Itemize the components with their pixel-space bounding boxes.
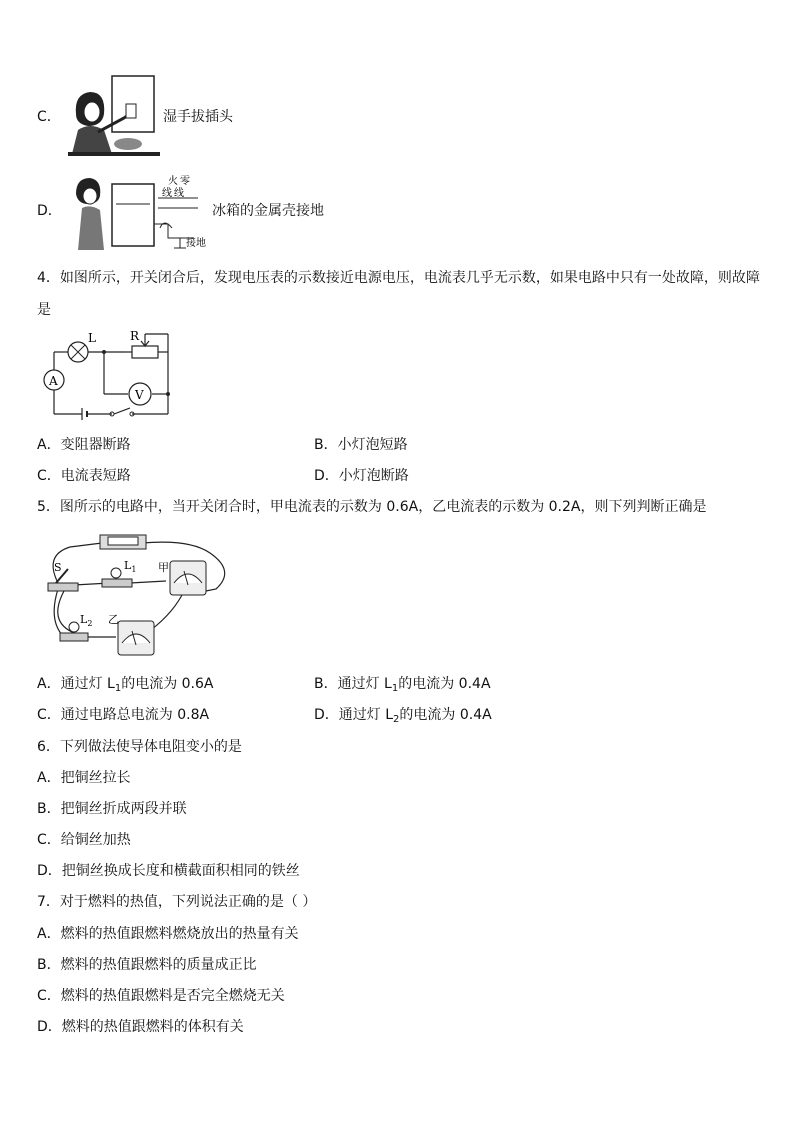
q5-circuit-photo: [40, 525, 232, 661]
fig-label-line2: 线: [174, 188, 184, 199]
resistor-label: R: [130, 329, 140, 343]
fig-label-ground: 接地: [186, 238, 206, 249]
switch-label: S: [54, 561, 62, 574]
q3-option-c-label: C．: [37, 109, 61, 125]
q4-circuit-diagram: [40, 328, 172, 416]
q3-option-c-text: 湿手拔插头: [163, 109, 233, 125]
fig-label-line1: 线: [162, 188, 172, 199]
q5-option-c: C．通过电路总电流为 0.8A: [37, 707, 210, 723]
q4-option-a: A．变阻器断路: [37, 437, 131, 453]
q7-option-c: C．燃料的热值跟燃料是否完全燃烧无关: [37, 988, 285, 1004]
q5-option-b: B．通过灯 $L_1$的电流为 0.4A: [314, 676, 491, 694]
q4-option-d: D．小灯泡断路: [314, 468, 409, 484]
wet-hand-plug-illustration: [68, 74, 160, 156]
l1-label: $L_1$: [124, 559, 137, 574]
q6-option-d: D．把铜丝换成长度和横截面积相同的铁丝: [37, 863, 300, 879]
fig-label-neutral: 零: [180, 176, 190, 187]
q4-option-c: C．电流表短路: [37, 468, 131, 484]
meter2-label: 乙: [108, 613, 119, 626]
fridge-grounding-illustration: [68, 174, 208, 254]
q3-option-d-label: D．: [37, 203, 62, 219]
q5-option-a: A．通过灯 $L_1$的电流为 0.6A: [37, 676, 214, 694]
l2-label: $L_2$: [80, 613, 93, 628]
q6-stem: 6．下列做法使导体电阻变小的是: [37, 739, 242, 755]
q3-option-d-text: 冰箱的金属壳接地: [212, 203, 324, 219]
q7-option-a: A．燃料的热值跟燃料燃烧放出的热量有关: [37, 926, 299, 942]
q6-option-c: C．给铜丝加热: [37, 832, 131, 848]
q4-option-b: B．小灯泡短路: [314, 437, 408, 453]
q7-option-b: B．燃料的热值跟燃料的质量成正比: [37, 957, 257, 973]
fig-label-live: 火: [168, 176, 178, 187]
q5-option-d: D．通过灯 $L_2$的电流为 0.4A: [314, 707, 492, 725]
q6-option-a: A．把铜丝拉长: [37, 770, 131, 786]
q6-option-b: B．把铜丝折成两段并联: [37, 801, 187, 817]
q5-stem: 5．图所示的电路中，当开关闭合时，甲电流表的示数为 0.6A，乙电流表的示数为 0.2A，则下列判断正确是: [37, 499, 707, 515]
rheostat-symbol: [132, 346, 158, 358]
q4-stem-line1: 4．如图所示，开关闭合后，发现电压表的示数接近电源电压，电流表几乎无示数，如果电路中只有一处故障，则故障: [37, 270, 760, 286]
ammeter-label: A: [49, 374, 58, 388]
lamp-label: L: [88, 331, 96, 345]
lamp-symbol: [68, 342, 88, 362]
q4-stem-line2: 是: [37, 302, 51, 318]
q7-option-d: D．燃料的热值跟燃料的体积有关: [37, 1019, 244, 1035]
meter1-label: 甲: [158, 561, 169, 574]
voltmeter-label: V: [135, 388, 144, 402]
q7-stem: 7．对于燃料的热值，下列说法正确的是（ ）: [37, 894, 317, 910]
